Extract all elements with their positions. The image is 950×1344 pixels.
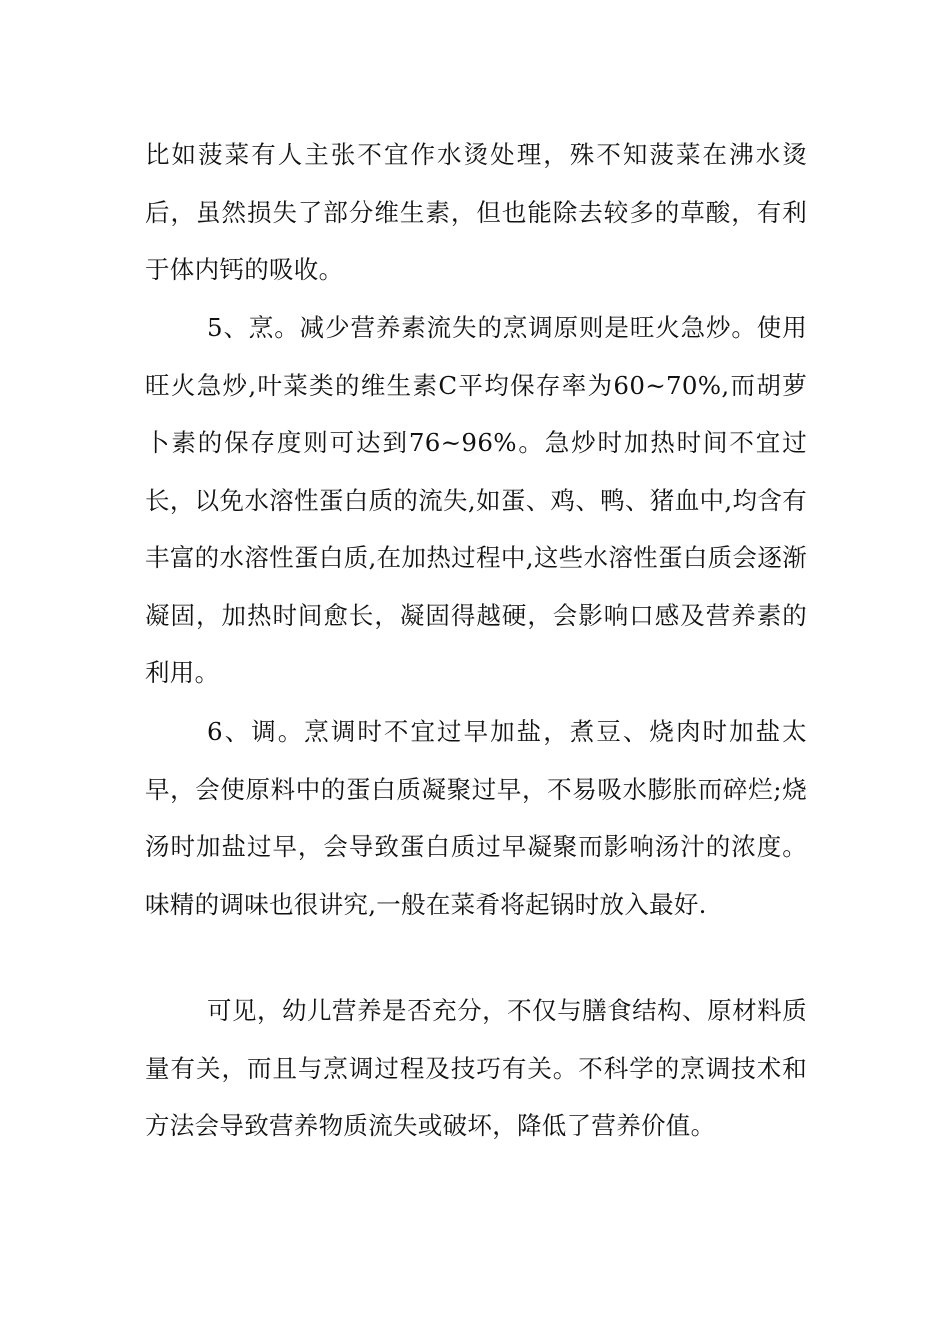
paragraph-spinach-blanching: 比如菠菜有人主张不宜作水烫处理，殊不知菠菜在沸水烫后，虽然损失了部分维生素，但也能除去较多的草酸，有利于体内钙的吸收。 bbox=[145, 140, 807, 284]
paragraph-conclusion: 可见，幼儿营养是否充分，不仅与膳食结构、原材料质量有关，而且与烹调过程及技巧有关。不科学的烹调技术和方法会导致营养物质流失或破坏，降低了营养价值。 bbox=[145, 996, 807, 1140]
paragraph-seasoning: 6、调。烹调时不宜过早加盐，煮豆、烧肉时加盐太早，会使原料中的蛋白质凝聚过早，不易吸水膨胀而碎烂;烧汤时加盐过早，会导致蛋白质过早凝聚而影响汤汁的浓度。味精的调味也很讲究,一般在菜肴将起锅时放入最好. bbox=[145, 717, 807, 919]
paragraph-cooking-stir-fry: 5、烹。减少营养素流失的烹调原则是旺火急炒。使用旺火急炒,叶菜类的维生素C平均保存率为60~70%,而胡萝卜素的保存度则可达到76~96%。急炒时加热时间不宜过长，以免水溶性蛋白质的流失,如蛋、鸡、鸭、猪血中,均含有丰富的水溶性蛋白质,在加热过程中,这些水溶性蛋白质会逐渐凝固，加热时间愈长，凝固得越硬，会影响口感及营养素的利用。 bbox=[145, 313, 807, 687]
